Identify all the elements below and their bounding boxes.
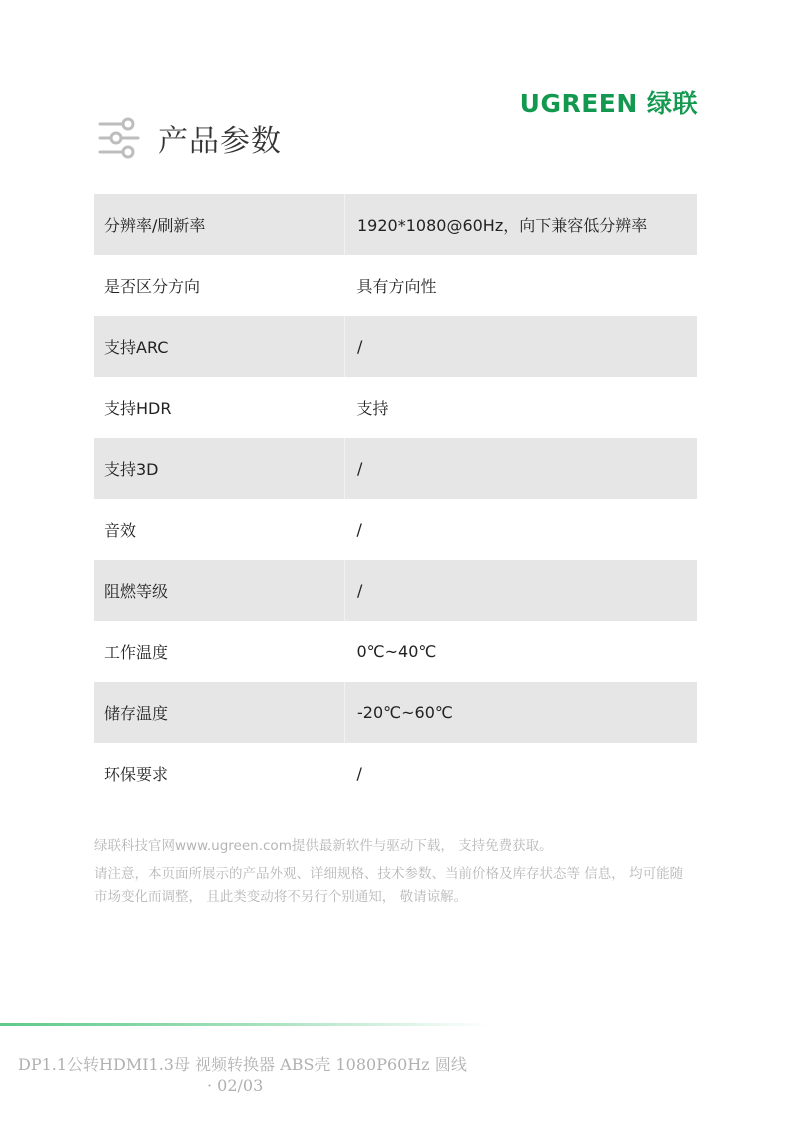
spec-label: 支持HDR [104, 399, 172, 418]
spec-label: 分辨率/刷新率 [94, 194, 345, 255]
table-row [94, 499, 697, 560]
spec-label: 储存温度 [94, 682, 345, 743]
sliders-icon [98, 116, 140, 160]
table-row [94, 377, 697, 438]
spec-value: 1920*1080@60Hz，向下兼容低分辨率 [345, 194, 698, 255]
spec-value: -20℃~60℃ [345, 682, 698, 743]
footer-product-name: DP1.1公转HDMI1.3母 视频转换器 ABS壳 1080P60Hz 圆线 [18, 1055, 467, 1074]
spec-value: 具有方向性 [356, 277, 437, 296]
spec-table [94, 194, 697, 804]
page-title: 产品参数 [158, 124, 282, 159]
table-row [94, 255, 697, 316]
spec-label: 阻燃等级 [94, 560, 345, 621]
spec-label: 音效 [104, 521, 137, 540]
spec-label: 环保要求 [104, 765, 169, 784]
table-row [94, 194, 697, 255]
spec-label: 是否区分方向 [104, 277, 201, 296]
section-header [98, 116, 282, 160]
table-row [94, 438, 697, 499]
table-row [94, 316, 697, 377]
spec-value: / [345, 438, 698, 499]
table-row [94, 682, 697, 743]
table-row [94, 621, 697, 682]
footer-page-number: · 02/03 [207, 1076, 264, 1095]
change-notice: 请注意，本页面所展示的产品外观、详细规格、技术参数、当前价格及库存状态等 信息， 均可能随市场变化而调整， 且此类变动将不另行个别通知， 敬请谅解。 [94, 866, 684, 905]
spec-value: / [345, 316, 698, 377]
ugreen-logo: UGREEN 绿联 [519, 89, 698, 118]
spec-value: 支持 [356, 399, 389, 418]
table-row [94, 743, 697, 804]
table-row [94, 560, 697, 621]
download-note: 绿联科技官网www.ugreen.com提供最新软件与驱动下载， 支持免费获取。 [94, 838, 553, 854]
spec-value: 0℃~40℃ [356, 642, 437, 661]
spec-value: / [356, 520, 362, 539]
footer-divider [0, 1023, 490, 1026]
spec-label: 支持ARC [94, 316, 345, 377]
spec-label: 工作温度 [104, 643, 169, 662]
disclaimer-notes [94, 835, 694, 914]
spec-value: / [356, 764, 362, 783]
spec-label: 支持3D [94, 438, 345, 499]
spec-value: / [345, 560, 698, 621]
